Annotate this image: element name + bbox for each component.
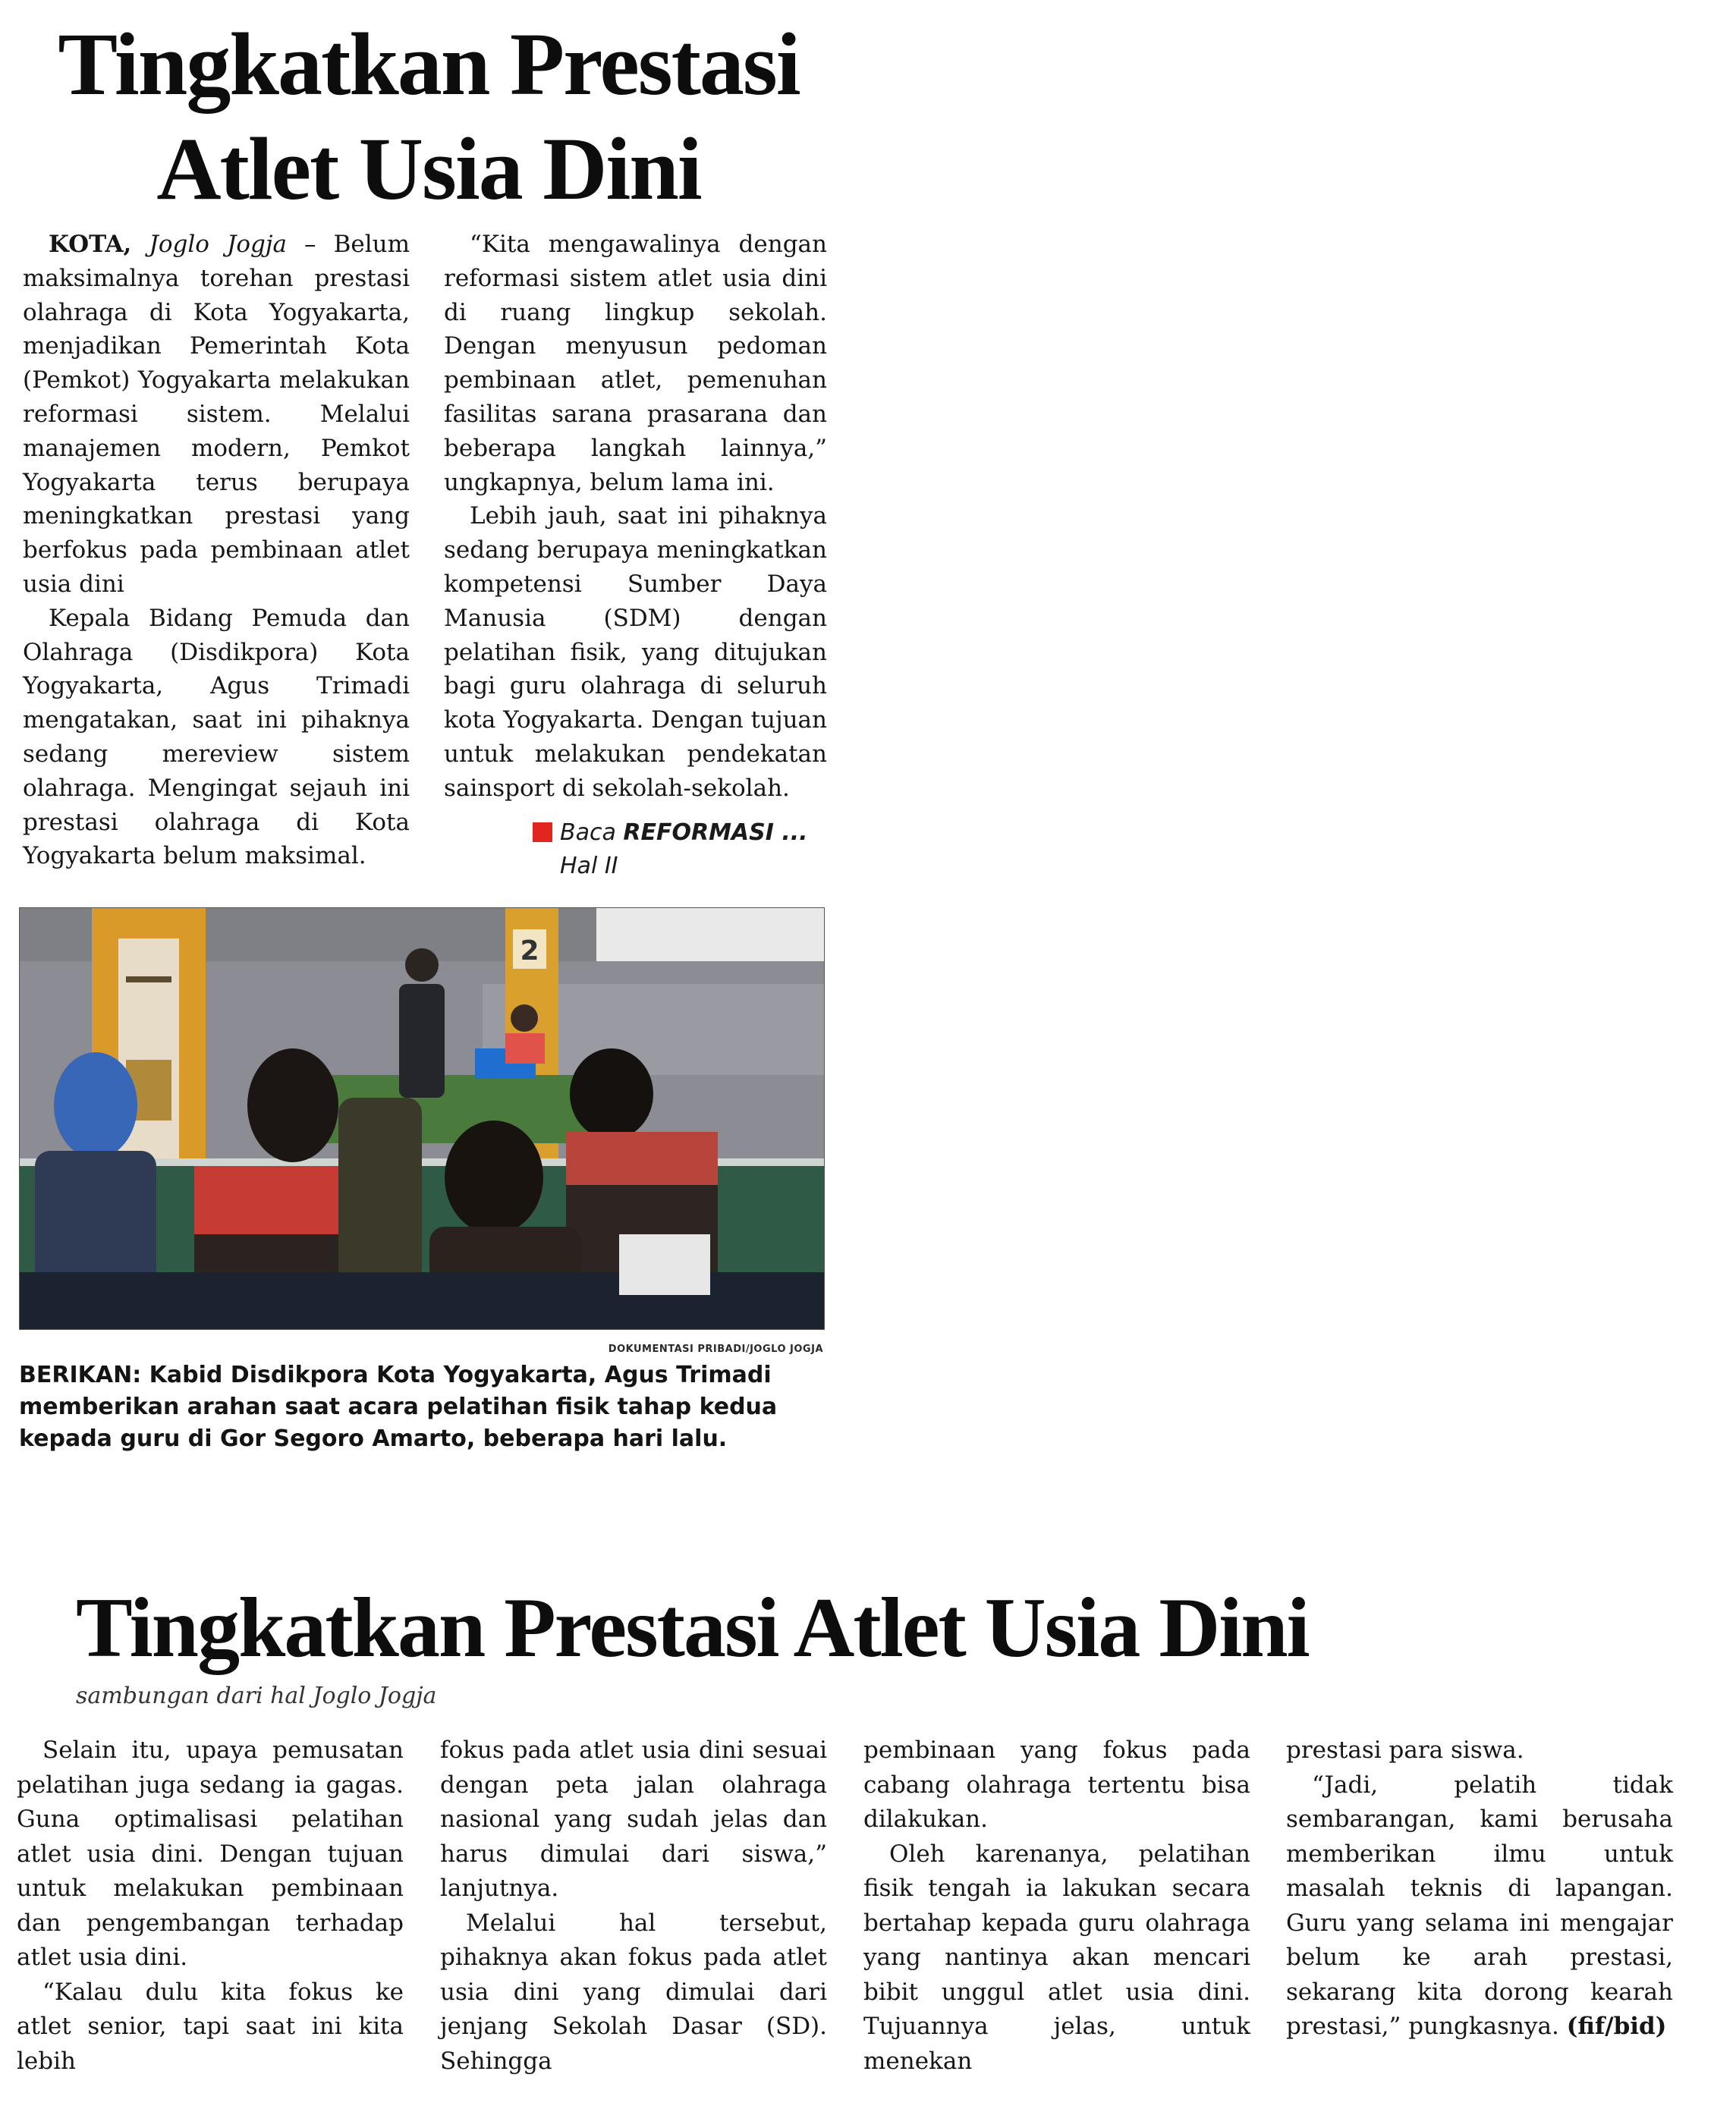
article-2-column-4 (1286, 1733, 1673, 2045)
red-square-icon (533, 822, 552, 842)
photo-credit: DOKUMENTASI PRIBADI/JOGLO JOGJA (608, 1344, 823, 1355)
jump-prefix: Baca (560, 819, 624, 846)
paragraph: fokus pada atlet usia dini sesuai dengan peta jalan olahraga nasional yang sudah jelas dan harus dimulai dari siswa,” lanjutnya. (440, 1737, 827, 1902)
paragraph: Selain itu, upaya pemusatan pelatihan juga sedang ia gagas. Guna optimalisasi pelatihan atlet usia dini. Dengan tujuan untuk melakukan pembinaan dan pengembangan terhadap atlet usia dini. (17, 1737, 404, 1971)
dateline-place: KOTA, (49, 231, 132, 258)
paragraph: Kepala Bidang Pemuda dan Olahraga (Disdikpora) Kota Yogyakarta, Agus Trimadi mengatakan, saat ini pihaknya sedang mereview sistem olahraga. Mengingat sejauh ini prestasi olahraga di Kota Yogyakarta belum maksimal. (23, 604, 410, 870)
dateline-source: Joglo Jogja (149, 231, 287, 258)
continuation-line: sambungan dari hal Joglo Jogja (76, 1683, 437, 1709)
lead-paragraph (23, 228, 410, 602)
article-photo (19, 907, 825, 1330)
lead-text: – Belum maksimalnya torehan prestasi olahraga di Kota Yogyakarta, menjadikan Pemerintah Kota (Pemkot) Yogyakarta melakukan reformasi sistem. Melalui manajemen modern, Pemkot Yogyakarta terus berupaya meningkatkan prestasi yang berfokus pada pembinaan atlet usia dini (23, 231, 410, 598)
jump-page: Hal II (560, 853, 618, 879)
paragraph: pembinaan yang fokus pada cabang olahraga tertentu bisa dilakukan. (863, 1737, 1250, 1833)
paragraph: “Kalau dulu kita fokus ke atlet senior, tapi saat ini kita lebih (17, 1978, 404, 2075)
paragraph: Oleh karenanya, pelatihan fisik tengah ia lakukan secara bertahap kepada guru olahraga yang nantinya akan mencari bibit unggul atlet usia dini. Tujuannya jelas, untuk menekan (863, 1840, 1250, 2075)
closing-quote: “Jadi, pelatih tidak sembarangan, kami berusaha memberikan ilmu untuk masalah teknis di lapangan. Guru yang selama ini mengajar belum ke arah prestasi, sekarang kita dorong kearah prestasi,” pungkasnya. (1286, 1771, 1673, 2040)
headline-line-1: Tingkatkan Prestasi (58, 14, 800, 114)
article-2-column-1 (17, 1733, 404, 2079)
headline-line-2: Atlet Usia Dini (156, 119, 701, 218)
photo-caption: BERIKAN: Kabid Disdikpora Kota Yogyakarta, Agus Trimadi memberikan arahan saat acara pelatihan fisik tahap kedua kepada guru di Gor Segoro Amarto, beberapa hari lalu. (19, 1362, 778, 1452)
article-1-column-2 (444, 228, 827, 806)
paragraph: “Kita mengawalinya dengan reformasi sistem atlet usia dini di ruang lingkup sekolah. Dengan menyusun pedoman pembinaan atlet, pemenuhan fasilitas sarana prasarana dan beberapa langkah lainnya,” ungkapnya, belum lama ini. (444, 231, 827, 496)
article-2-column-3 (863, 1733, 1250, 2079)
paragraph (1286, 1768, 1673, 2045)
photo-illustration (20, 908, 824, 1329)
headline-article-1 (23, 14, 835, 229)
paragraph: Melalui hal tersebut, pihaknya akan fokus pada atlet usia dini yang dimulai dari jenjang Sekolah Dasar (SD). Sehingga (440, 1909, 827, 2075)
jump-line (533, 816, 821, 883)
article-2-column-2 (440, 1733, 827, 2079)
pillar-number: 2 (520, 935, 539, 966)
paragraph: prestasi para siswa. (1286, 1737, 1524, 1764)
article-1-column-1 (23, 228, 410, 873)
jump-keyword: REFORMASI ... (623, 819, 808, 846)
byline: (fif/bid) (1566, 2013, 1667, 2040)
headline-article-2: Tingkatkan Prestasi Atlet Usia Dini (76, 1581, 1309, 1675)
paragraph: Lebih jauh, saat ini pihaknya sedang berupaya meningkatkan kompetensi Sumber Daya Manusia (SDM) dengan pelatihan fisik, yang ditujukan bagi guru olahraga di seluruh kota Yogyakarta. Dengan tujuan untuk melakukan pendekatan sainsport di sekolah-sekolah. (444, 502, 828, 802)
